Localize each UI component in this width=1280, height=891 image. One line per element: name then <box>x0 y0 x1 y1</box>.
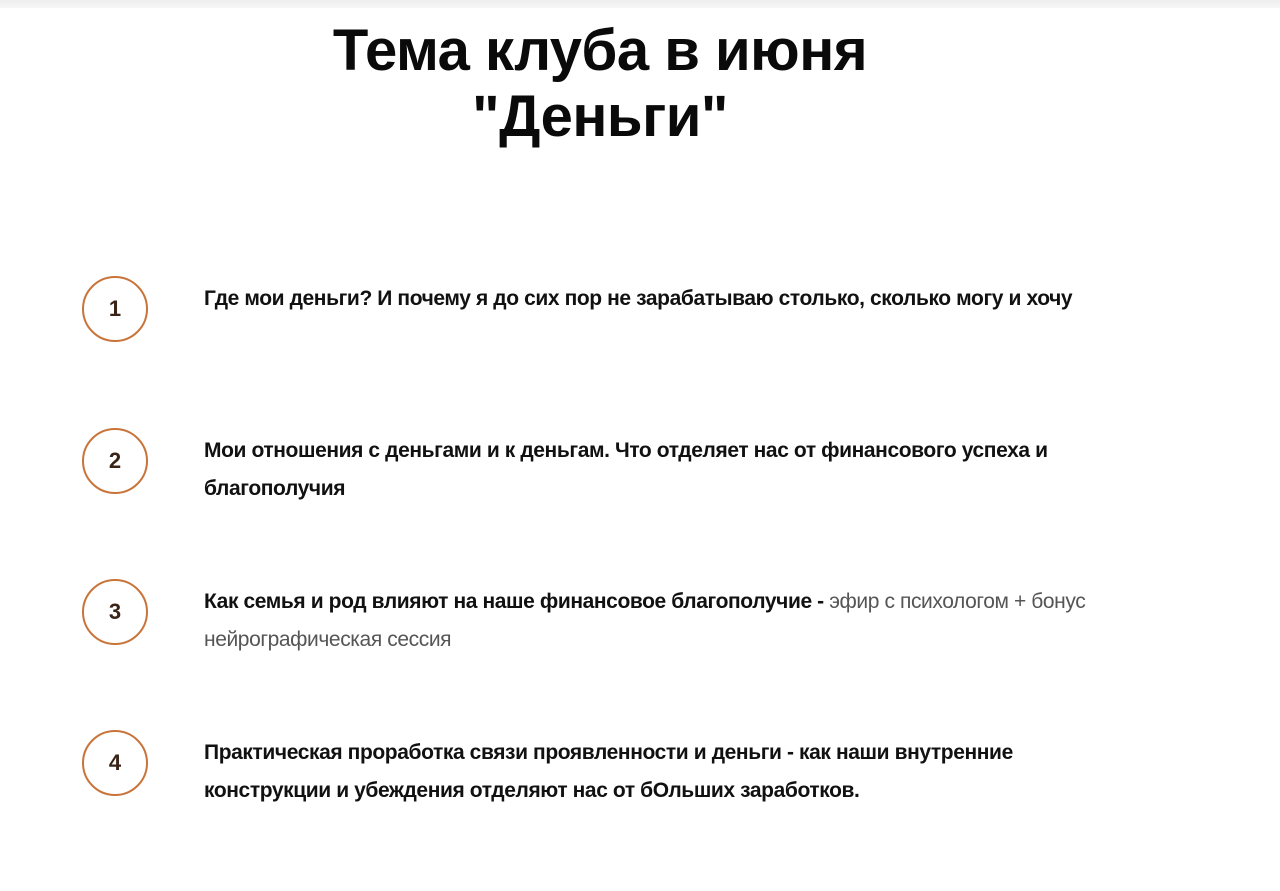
topic-item-4 <box>82 730 1182 800</box>
top-shadow-strip <box>0 0 1280 8</box>
number-circle-icon <box>82 730 148 796</box>
topic-text-bold: Как семья и род влияют на наше финансовое благополучие - <box>204 590 830 613</box>
topic-text-bold: Где мои деньги? И почему я до сих пор не зарабатываю столько, сколько могу и хочу <box>204 287 1073 310</box>
topic-text <box>204 734 1144 810</box>
topic-text-light: эфир с психологом + бонус нейрографическая сессия <box>204 590 1086 651</box>
page-title-line-1: Тема клуба в июня <box>332 18 868 83</box>
topic-number: 3 <box>108 599 122 624</box>
topic-text-bold: Практическая проработка связи проявленности и деньги - как наши внутренние конструкции и убеждения отделяют нас от бОльших заработков. <box>204 741 1013 802</box>
topic-item-3 <box>82 579 1182 649</box>
number-circle-icon <box>82 276 148 342</box>
topic-number: 4 <box>108 750 122 775</box>
topic-item-2 <box>82 428 1182 498</box>
topic-number: 2 <box>108 448 122 473</box>
topic-text <box>204 280 1104 318</box>
topic-text <box>204 583 1104 659</box>
topic-item-1 <box>82 276 1182 346</box>
page-title-line-2: "Деньги" <box>472 84 728 149</box>
topic-text-bold: Мои отношения с деньгами и к деньгам. Что отделяет нас от финансового успеха и благополучия <box>204 439 1048 500</box>
number-circle-icon <box>82 428 148 494</box>
topic-number: 1 <box>108 296 122 321</box>
page-title <box>0 18 1200 150</box>
topic-text <box>204 432 1104 508</box>
number-circle-icon <box>82 579 148 645</box>
